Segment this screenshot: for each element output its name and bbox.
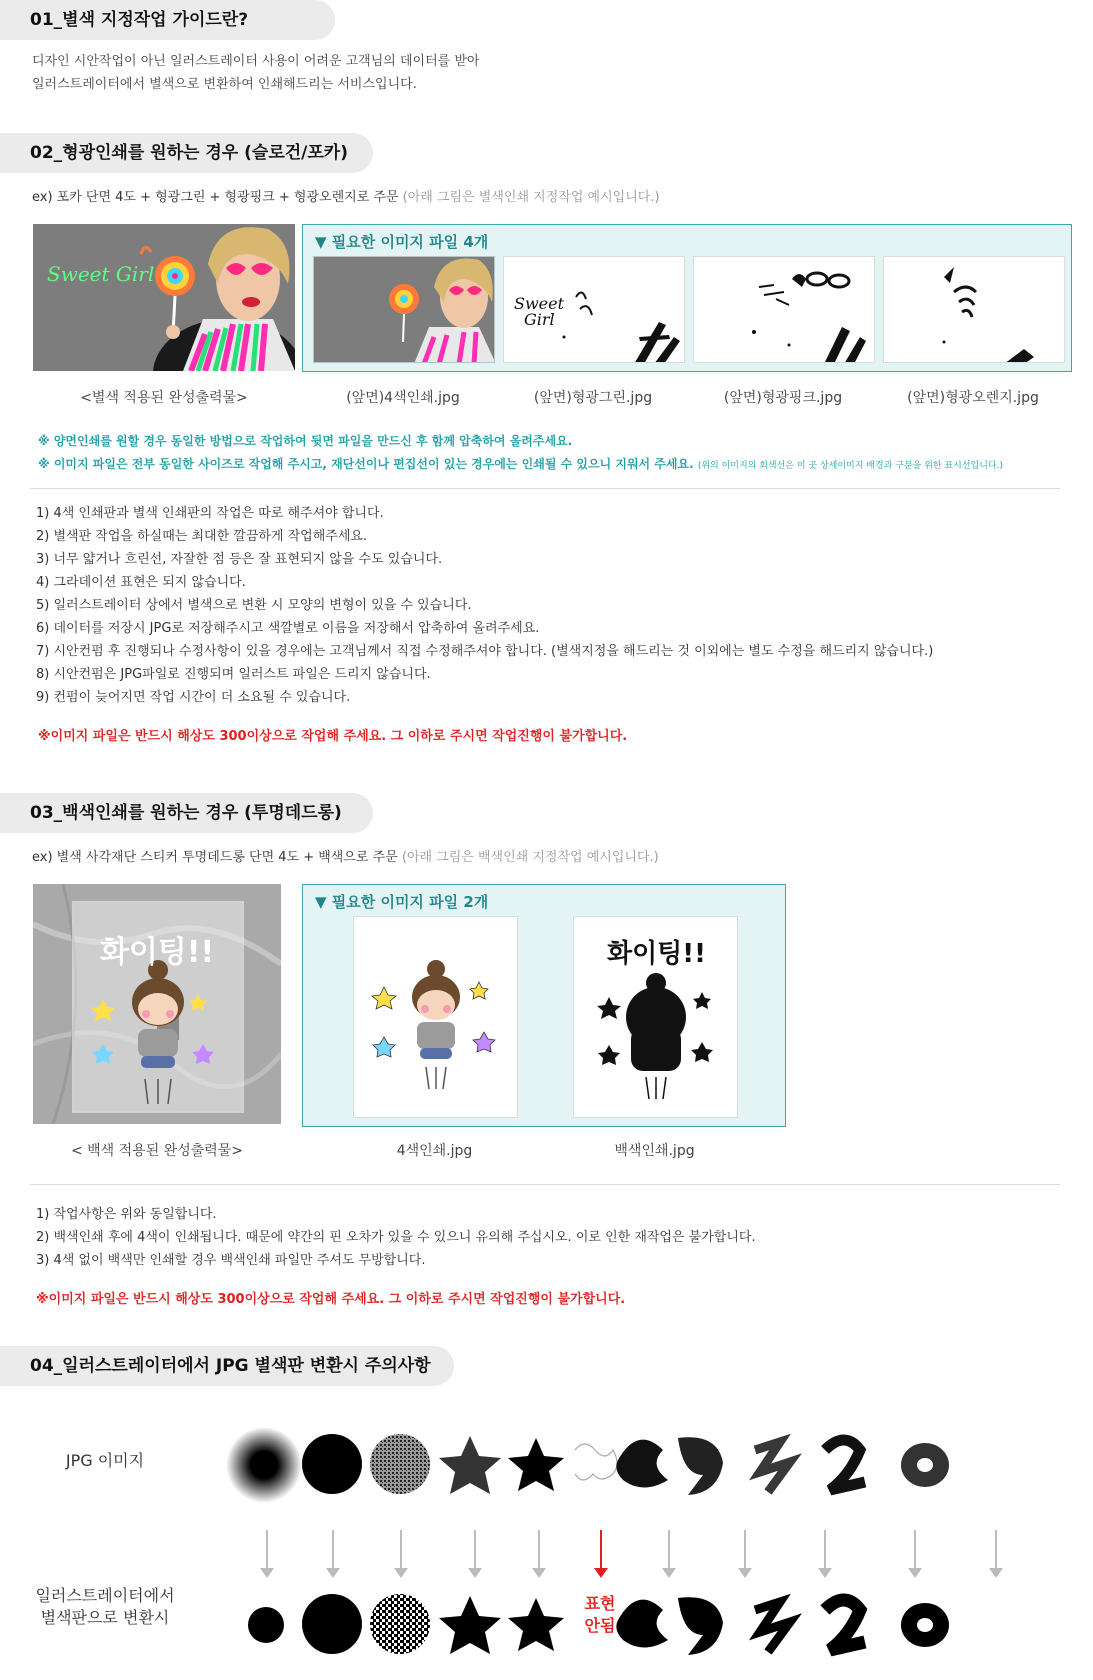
example-line [32,186,660,205]
file-thumb-4color [313,256,495,363]
sticker-text-white: 화이팅!! [606,939,707,969]
example-note-s3: (아래 그림은 백색인쇄 지정작업 예시입니다.) [401,850,659,865]
arrow-down [400,1530,402,1576]
caption-4color-s3: 4색인쇄.jpg [396,1143,473,1159]
arrow-down [668,1530,670,1576]
list-item: 4) 그라데이션 표현은 되지 않습니다. [36,575,246,590]
required-files-box-2 [302,884,786,1127]
result-solid-circle [302,1594,362,1654]
section-02-title: 02_형광인쇄를 원하는 경우 (슬로건/포카) [0,133,373,173]
caption-pink: (앞면)형광핑크.jpg [723,390,843,406]
model-thumb [314,257,495,363]
caption-green: (앞면)형광그린.jpg [533,390,653,406]
white-output-photo [33,884,281,1124]
required-files-box-4 [302,224,1072,372]
arrow-down [266,1530,268,1576]
jpg-image-label: JPG 이미지 [65,1451,145,1470]
marble-sticker-illustration [33,884,281,1124]
arrow-down [332,1530,334,1576]
sample-blurred-star [439,1436,501,1494]
list-item: 8) 시안컨펌은 JPG파일로 진행되며 일러스트 파일은 드리지 않습니다. [36,667,431,682]
file-thumb-white-s3 [573,916,738,1118]
s2-guidelines-list [36,502,933,709]
result-star-2 [508,1598,564,1651]
file-thumb-orange [883,256,1065,363]
list-item: 6) 데이터를 저장시 JPG로 저장해주시고 색깔별로 이름을 저장해서 압축하여 올려주세요. [36,621,540,636]
svg-text:Girl: Girl [524,310,555,329]
sample-noise-circle [370,1434,430,1494]
not-expressed-label [570,1593,630,1637]
arrow-down-red [600,1530,602,1576]
sweet-girl-text: Sweet Girl [47,262,155,286]
not-expressed-line-2: 안됨 [584,1616,616,1635]
file-thumb-4color-s3 [353,916,518,1118]
list-item: 2) 백색인쇄 후에 4색이 인쇄됩니다. 때문에 약간의 핀 오차가 있을 수 있으니 유의해 주십시오. 이로 인한 재작업은 불가합니다. [36,1230,756,1245]
model-illustration [33,224,295,371]
divider-1 [30,488,1060,489]
converted-label-line-2: 별색판으로 변환시 [40,1608,170,1627]
sample-ring-hole [917,1458,933,1472]
result-brush-3 [755,1602,790,1652]
converted-label [20,1585,190,1629]
result-star [439,1596,501,1654]
section-01-title: 01_별색 지정작업 가이드란? [0,0,335,40]
result-small-circle [248,1607,284,1643]
arrow-down [538,1530,540,1576]
list-item: 7) 시안컨펌 후 진행되나 수정사항이 있을 경우에는 고객님께서 직접 수정해주셔야 합니다. (별색지정을 해드리는 것 이외에는 별도 수정을 해드리지 않습니다.) [36,644,934,659]
result-brush-2 [678,1597,723,1655]
sample-star [508,1438,564,1491]
result-noise-circle [370,1594,430,1654]
converted-samples-row [220,1580,1080,1670]
green-plate-illustration [504,257,685,363]
caption-output: <별색 적용된 완성출력물> [80,390,248,406]
s3-guidelines-list [36,1203,756,1272]
note-same-size [38,455,1003,472]
note-double-sided: ※ 양면인쇄를 원할 경우 동일한 방법으로 작업하여 뒷면 파일을 만드신 후 함께 압축하여 올려주세요. [38,434,573,448]
jpg-samples-row [220,1420,1080,1510]
file-thumb-green [503,256,685,363]
list-item: 3) 4색 없이 백색만 인쇄할 경우 백색인쇄 파일만 주셔도 무방합니다. [36,1253,426,1268]
result-ring-hole [917,1618,933,1632]
arrow-down [914,1530,916,1576]
list-item: 9) 컨펌이 늦어지면 작업 시간이 더 소요될 수 있습니다. [36,690,351,705]
intro-line-1: 디자인 시안작업이 아닌 일러스트레이터 사용이 어려운 고객님의 데이터를 받아 [32,54,480,69]
girl-color-illustration [354,917,518,1118]
orange-plate-illustration [884,257,1065,363]
sample-thin-line [575,1444,617,1480]
s3-resolution-warning: ※이미지 파일은 반드시 해상도 300이상으로 작업해 주세요. 그 이하로 주시면 작업진행이 불가합니다. [36,1292,626,1307]
sample-brush-4 [825,1440,865,1490]
arrow-down [474,1530,476,1576]
svg-text:Sweet: Sweet [514,294,565,313]
example-note: (아래 그림은 별색인쇄 지정작업 예시입니다.) [402,190,660,205]
list-item: 1) 작업사항은 위와 동일합니다. [36,1207,217,1222]
list-item: 2) 별색판 작업을 하실때는 최대한 깔끔하게 작업해주세요. [36,529,368,544]
arrow-down [824,1530,826,1576]
output-photo [33,224,295,371]
arrow-down [995,1530,997,1576]
required-files-title-2: ▼ 필요한 이미지 파일 2개 [315,893,489,911]
intro-line-2: 일러스트레이터에서 별색으로 변환하여 인쇄해드리는 서비스입니다. [32,77,417,92]
not-expressed-line-1: 표현 [584,1594,616,1613]
caption-4color: (앞면)4색인쇄.jpg [346,390,460,406]
file-thumb-pink [693,256,875,363]
sample-brush-2 [678,1437,723,1495]
example-main: ex) 포카 단면 4도 + 형광그린 + 형광핑크 + 형광오렌지로 주문 [32,190,399,205]
example-line-s3 [32,846,659,865]
caption-orange: (앞면)형광오렌지.jpg [907,390,1039,406]
result-brush-4 [825,1600,865,1650]
divider-2 [30,1184,1060,1185]
sample-solid-circle [302,1434,362,1494]
sample-brush-1 [616,1440,668,1488]
example-main-s3: ex) 별색 사각재단 스티커 투명데드롱 단면 4도 + 백색으로 주문 [32,850,398,865]
caption-white-output: < 백색 적용된 완성출력물> [70,1143,244,1159]
required-files-title-4: ▼ 필요한 이미지 파일 4개 [315,233,489,251]
arrow-down [744,1530,746,1576]
caption-white-s3: 백색인쇄.jpg [614,1143,695,1159]
sample-gradient [226,1427,302,1503]
sample-brush-3 [755,1442,790,1492]
note-same-size-main: ※ 이미지 파일은 전부 동일한 사이즈로 작업해 주시고, 재단선이나 편집선이 있는 경우에는 인쇄될 수 있으니 지워서 주세요. [38,457,694,471]
pink-plate-illustration [694,257,875,363]
converted-label-line-1: 일러스트레이터에서 [35,1586,175,1605]
note-same-size-small: (위의 이미지의 회색선은 이 곳 상세이미지 배경과 구분을 위한 표시선입니다.) [697,461,1003,471]
list-item: 5) 일러스트레이터 상에서 별색으로 변환 시 모양의 변형이 있을 수 있습니다. [36,598,472,613]
sticker-text-output: 화이팅!! [99,935,215,970]
list-item: 3) 너무 얇거나 흐린선, 자잘한 점 등은 잘 표현되지 않을 수도 있습니다. [36,552,443,567]
section-03-title: 03_백색인쇄를 원하는 경우 (투명데드롱) [0,793,373,833]
section-04-title: 04_일러스트레이터에서 JPG 별색판 변환시 주의사항 [0,1346,454,1386]
list-item: 1) 4색 인쇄판과 별색 인쇄판의 작업은 따로 해주셔야 합니다. [36,506,384,521]
s2-resolution-warning: ※이미지 파일은 반드시 해상도 300이상으로 작업해 주세요. 그 이하로 주시면 작업진행이 불가합니다. [38,729,628,744]
